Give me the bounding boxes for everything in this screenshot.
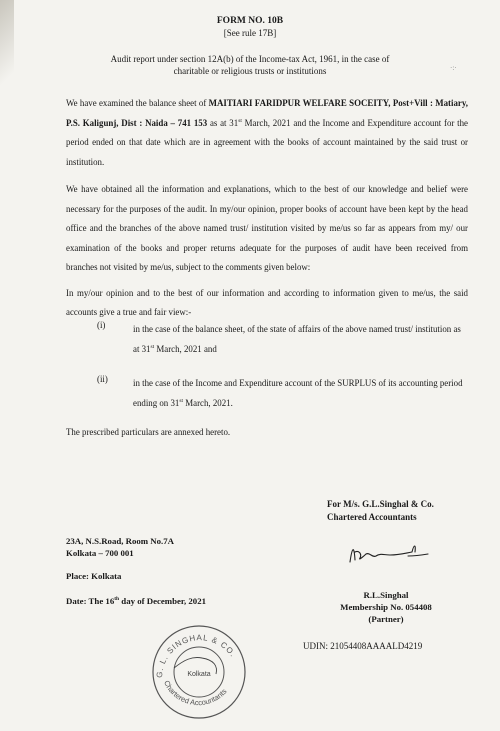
date-sup: th [114, 596, 120, 603]
scan-mark: ·:· [450, 64, 457, 72]
address-block [66, 535, 174, 559]
stamp-bottom-text: Chartered Accountants [162, 678, 229, 708]
para1-rest: March, 2021 and the Income and Expenditure account for the period ended on that date which are in agreement with the books of account maintained by the said trust or institution. [66, 117, 468, 167]
signature-image [346, 540, 431, 566]
paragraph-balance-sheet [66, 94, 468, 172]
form-intro: Audit report under section 12A(b) of the Income-tax Act, 1961, in the case of charitable or religious trusts or institutions [110, 54, 390, 76]
form-title: FORM NO. 10B [216, 16, 284, 26]
form-rule: [See rule 17B] [223, 28, 277, 38]
item2-sup: st [179, 397, 184, 404]
address-line-2: Kolkata – 700 001 [66, 548, 134, 558]
firm-type: Chartered Accountants [327, 512, 417, 522]
item1-text-a: in the case of the balance sheet, of the state of affairs of the above named trust/ institution as at 31 [133, 324, 461, 354]
svg-text:Chartered Accountants [162, 679, 229, 707]
item-number-2: (ii) [97, 374, 108, 384]
signatory-role: (Partner) [368, 614, 404, 624]
place-line: Place: Kolkata [66, 571, 122, 581]
paragraph-information: We have obtained all the information and explanations, which to the best of our knowledge and belief were necessary for the purposes of the audit. In my/our opinion, proper books of account have been kept by the head office and the branches of the above named trust/ institution visited by me/us so far as appears from my/ our examination of the books and proper returns adequate for the purposes of audit have been received from branches not visited by me/us, subject to the comments given below: [66, 184, 468, 272]
para1-sup: st [238, 117, 242, 124]
entity-name: MAITIARI FARIDPUR WELFARE SOCEITY, Post+Vill : Matiary, P.S. Kaligunj, Dist : Naida – 741 153 [66, 98, 468, 128]
firm-for-line: For M/s. G.L.Singhal & Co. [327, 499, 434, 509]
udin-line: UDIN: 21054408AAAALD4219 [303, 641, 423, 651]
para1-lead: We have examined the balance sheet of [66, 98, 209, 108]
date-prefix: Date: The 16 [66, 596, 115, 606]
stamp-center-text: Kolkata [187, 671, 211, 678]
item2-text-a: in the case of the Income and Expenditure account of the SURPLUS of its accounting period ending on 31 [133, 378, 463, 408]
address-line-1: 23A, N.S.Road, Room No.7A [66, 536, 175, 546]
item1-sup: st [150, 343, 155, 350]
firm-block [327, 498, 434, 524]
item2-text-b: March, 2021. [183, 397, 233, 408]
item-text-1 [133, 320, 468, 359]
item-text-2 [133, 374, 468, 413]
date-line [66, 596, 206, 606]
firm-stamp-seal [144, 616, 254, 726]
para1-as-at: as at 31 [207, 117, 239, 128]
signatory-block [325, 589, 447, 625]
paragraph-opinion: In my/our opinion and to the best of our information and according to information given to me/us, the said accounts give a true and fair view:- [66, 288, 468, 317]
signatory-name: R.L.Singhal [363, 590, 409, 600]
stamp-top-text: G. L. SINGHAL & CO. [154, 633, 238, 679]
membership-number: Membership No. 054408 [340, 602, 432, 612]
item1-text-b: March, 2021 and [154, 343, 217, 354]
date-suffix: day of December, 2021 [119, 596, 207, 606]
annexed-note: The prescribed particulars are annexed hereto. [66, 427, 231, 437]
item-number-1: (i) [97, 320, 106, 330]
